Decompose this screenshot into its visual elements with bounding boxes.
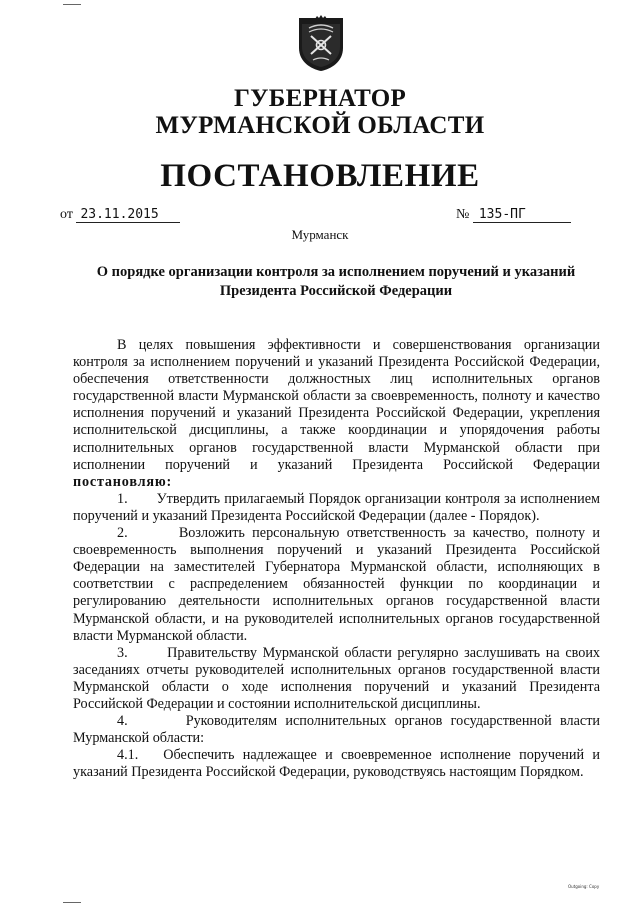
document-body [73,337,600,781]
list-item: 1. Утвердить прилагаемый Порядок организации контроля за исполнением поручений и указаний Президента Российской Федерации (далее - Порядок). [73,490,600,524]
top-rule [63,4,81,5]
list-item: 3. Правительству Мурманской области регулярно заслушивать на своих заседаниях отчеты руководителей исполнительных органов государственной власти Мурманской области о ходе исполнения поручений и указаний Президента Российской Федерации и состоянии исполнительской дисциплины. [73,644,600,712]
number-prefix: № [456,207,470,222]
bottom-rule [63,902,81,903]
issuer-title-line2: МУРМАНСКОЙ ОБЛАСТИ [155,112,485,139]
date-value: 23.11.2015 [76,208,180,223]
coat-of-arms-icon [297,14,345,72]
list-item: 2. Возложить персональную ответственность за качество, полноту и своевременность выполнения поручений и указаний Президента Российской Федерации на заместителей Губернатора Мурманской области, исполняющих в соответствии с распределением обязанностей функции по координации и регулированию деятельности исполнительных органов государственной власти Мурманской области, и на руководителей исполнительных органов государственной власти Мурманской области. [73,525,600,644]
list-item: 4.1. Обеспечить надлежащее и своевременное исполнение поручений и указаний Президента Российской Федерации, руководствуясь настоящим Порядком. [73,747,600,781]
city: Мурманск [291,227,349,242]
document-subject: О порядке организации контроля за исполнением поручений и указаний Президента Российской Федерации [96,264,576,299]
number-row [456,207,571,223]
list-item: 4. Руководителям исполнительных органов государственной власти Мурманской области: [73,713,600,747]
decree-word: постановляю: [73,473,172,490]
document-type-title: ПОСТАНОВЛЕНИЕ [160,158,480,194]
number-value: 135-ПГ [473,208,571,223]
intro-text: В целях повышения эффективности и совершенствования организации контроля за исполнением поручений и указаний Президента Российской Федерации, обеспечения ответственности должностных лиц исполнительных органов государственной власти Мурманской области за своевременность, полноту и качество исполнения поручений и указаний Президента Российской Федерации, укрепления исполнительской дисциплины, а также координации и упорядочения работы исполнительных органов государственной власти Мурманской области при исполнении поручений и указаний Президента Российской Федерации [73,337,600,473]
footer-note: Outgoing: Copy [568,884,600,889]
issuer-title-line1: ГУБЕРНАТОР [233,85,407,112]
date-prefix: от [60,207,73,222]
date-row [60,207,180,223]
intro-paragraph [73,337,600,491]
